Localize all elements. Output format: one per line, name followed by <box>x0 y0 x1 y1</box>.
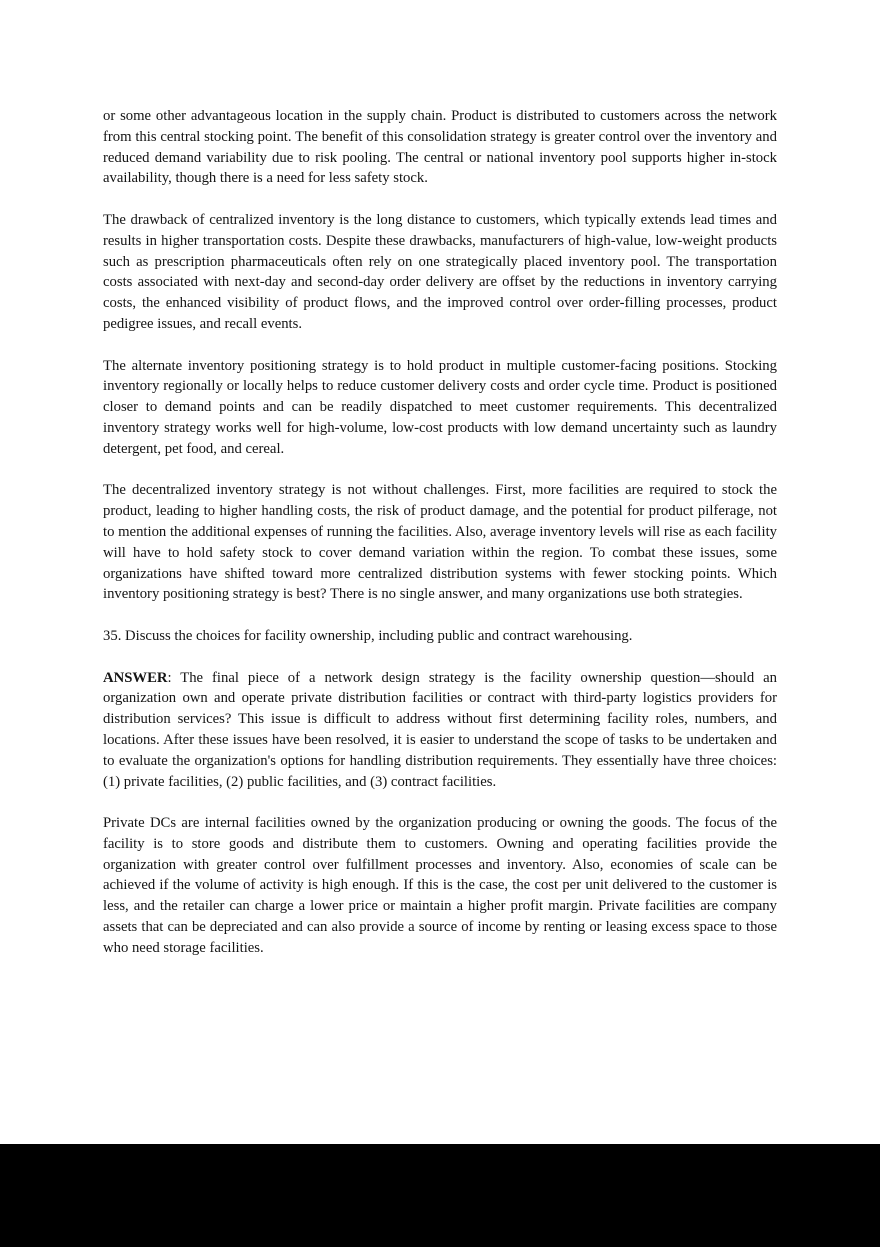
paragraph-decentralized-strategy: The alternate inventory positioning strategy is to hold product in multiple customer-facing positions. Stocking inventory regionally or locally helps to reduce customer delivery costs and order cycle time. Product is positioned closer to demand points and can be readily dispatched to meet customer requirements. This decentralized inventory strategy works well for high-volume, low-cost products with low demand uncertainty such as laundry detergent, pet food, and cereal. <box>103 357 777 457</box>
answer-paragraph <box>103 668 777 793</box>
paragraph-centralized-benefit: or some other advantageous location in the supply chain. Product is distributed to customers across the network from this central stocking point. The benefit of this consolidation strategy is greater control over the inventory and reduced demand variability due to risk pooling. The central or national inventory pool supports higher in-stock availability, though there is a need for less safety stock. <box>103 108 777 187</box>
paragraph-centralized-drawback: The drawback of centralized inventory is the long distance to customers, which typically extends lead times and results in higher transportation costs. Despite these drawbacks, manufacturers of high-value, low-weight products such as prescription pharmaceuticals often rely on one strategically placed inventory pool. The transportation costs associated with next-day and second-day order delivery are offset by the reductions in inventory carrying costs, the enhanced visibility of product flows, and the improved control over order-filling processes, product pedigree issues, and recall events. <box>103 211 777 332</box>
question-35: 35. Discuss the choices for facility ownership, including public and contract warehousing. <box>103 627 633 644</box>
paragraph-private-dcs: Private DCs are internal facilities owned by the organization producing or owning the goods. The focus of the facility is to store goods and distribute them to customers. Owning and operating facilities provide the organization with greater control over fulfillment processes and inventory. Also, economies of scale can be achieved if the volume of activity is high enough. If this is the case, the cost per unit delivered to the customer is less, and the retailer can charge a lower price or maintain a higher profit margin. Private facilities are company assets that can be depreciated and can also provide a source of income by renting or leasing excess space to those who need storage facilities. <box>103 815 777 956</box>
paragraph-decentralized-challenges: The decentralized inventory strategy is not without challenges. First, more facilities are required to stock the product, leading to higher handling costs, the risk of product damage, and the potential for product pilferage, not to mention the additional expenses of running the facilities. Also, average inventory levels will rise as each facility will have to hold safety stock to cover demand variation within the region. To combat these issues, some organizations have shifted toward more centralized distribution systems with fewer stocking points. Which inventory positioning strategy is best? There is no single answer, and many organizations use both strategies. <box>103 482 777 603</box>
page-bottom-black-bar <box>0 1144 880 1247</box>
answer-label: ANSWER <box>103 669 168 686</box>
answer-body: : The final piece of a network design strategy is the facility ownership question—should an organization own and operate private distribution facilities or contract with third-party logistics providers for distribution services? This issue is difficult to address without first determining facility roles, numbers, and locations. After these issues have been resolved, it is easier to understand the scope of tasks to be undertaken and to evaluate the organization's options for handling distribution requirements. They essentially have three choices: (1) private facilities, (2) public facilities, and (3) contract facilities. <box>103 669 777 790</box>
document-content <box>103 106 777 959</box>
